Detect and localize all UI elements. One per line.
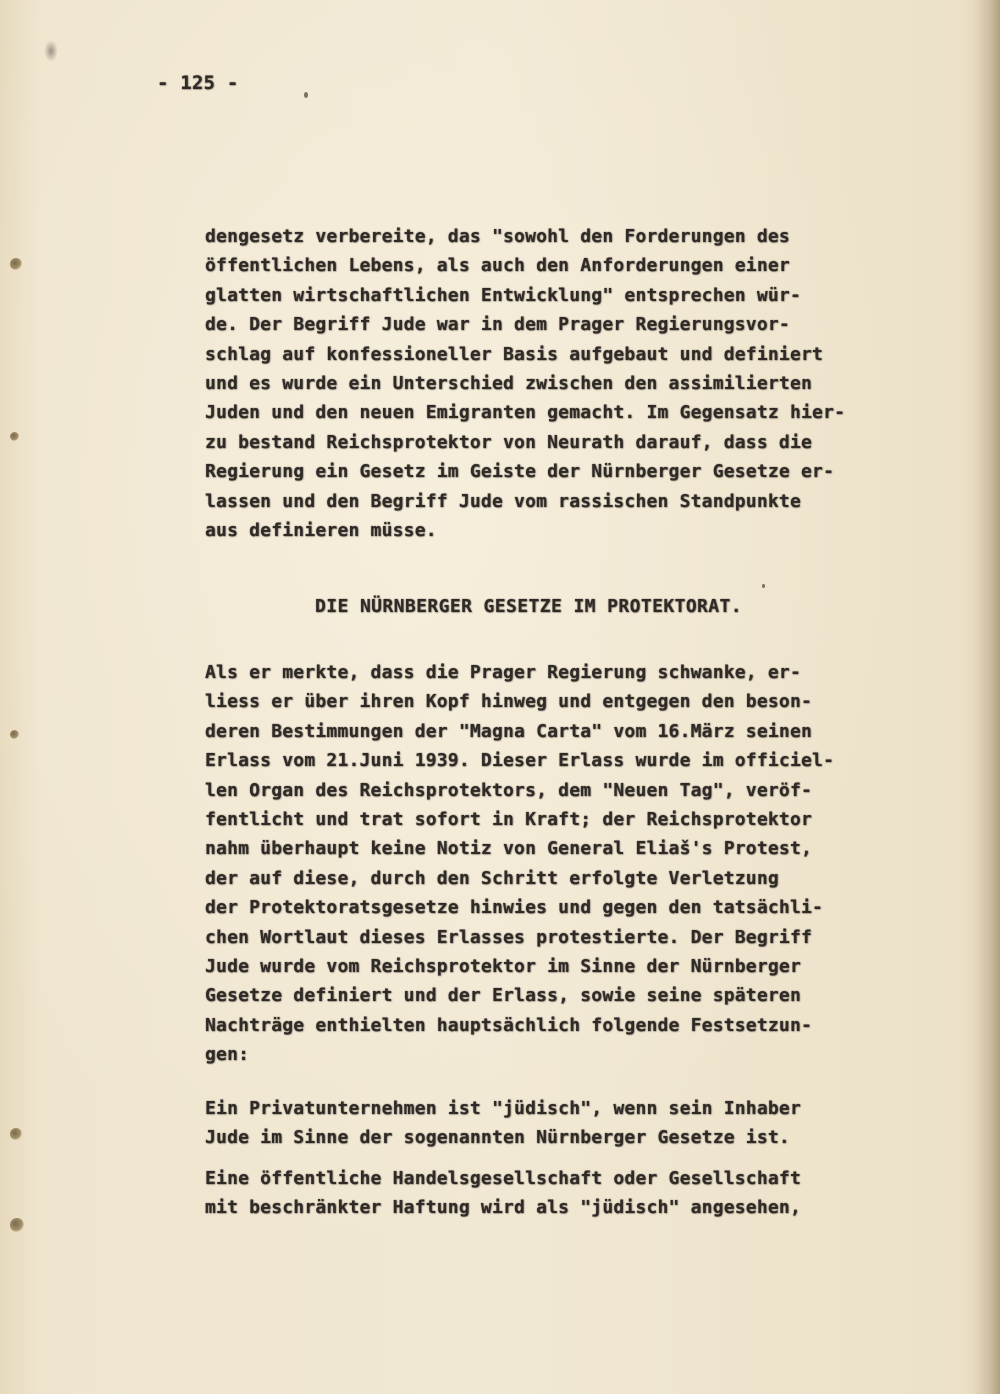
text-line: mit beschränkter Haftung wird als "jüdisch" angesehen, bbox=[205, 1197, 801, 1219]
text-line: Juden und den neuen Emigranten gemacht. Im Gegensatz hier- bbox=[205, 402, 846, 424]
text-line: nahm überhaupt keine Notiz von General Eliaš's Protest, bbox=[205, 838, 813, 860]
text-line: chen Wortlaut dieses Erlasses protestierte. Der Begriff bbox=[205, 926, 813, 948]
text-line: aus definieren müsse. bbox=[205, 520, 437, 542]
page-number: - 125 - bbox=[157, 72, 239, 94]
ink-speck bbox=[304, 92, 308, 98]
text-line: de. Der Begriff Jude war in dem Prager Regierungsvor- bbox=[205, 314, 790, 336]
text-line: Nachträge enthielten hauptsächlich folgende Festsetzun- bbox=[205, 1014, 813, 1036]
text-line: Als er merkte, dass die Prager Regierung schwanke, er- bbox=[205, 662, 801, 683]
text-line: gen: bbox=[205, 1044, 250, 1066]
text-line: Gesetze definiert und der Erlass, sowie seine späteren bbox=[205, 985, 801, 1007]
text-line: Ein Privatunternehmen ist "jüdisch", wenn sein Inhaber bbox=[205, 1098, 801, 1119]
text-line: glatten wirtschaftlichen Entwicklung" entsprechen wür- bbox=[205, 284, 801, 306]
staple-hole bbox=[10, 432, 19, 441]
text-line: der auf diese, durch den Schritt erfolgte Verletzung bbox=[205, 867, 779, 889]
text-line: Erlass vom 21.Juni 1939. Dieser Erlass wurde im officiel- bbox=[205, 750, 835, 772]
text-line: und es wurde ein Unterschied zwischen den assimilierten bbox=[205, 373, 813, 395]
text-line: deren Bestimmungen der "Magna Carta" vom 16.März seinen bbox=[205, 720, 813, 742]
text-line: zu bestand Reichsprotektor von Neurath darauf, dass die bbox=[205, 431, 813, 453]
section-heading: DIE NÜRNBERGER GESETZE IM PROTEKTORAT. bbox=[315, 596, 743, 617]
staple-hole bbox=[10, 258, 22, 270]
text-line: der Protektoratsgesetze hinwies und gegen den tatsächli- bbox=[205, 897, 824, 919]
text-line: schlag auf konfessioneller Basis aufgebaut und definiert bbox=[205, 343, 824, 365]
text-line: liess er über ihren Kopf hinweg und entgegen den beson- bbox=[205, 691, 813, 713]
paragraph-4 bbox=[205, 1164, 905, 1223]
ink-smudge bbox=[44, 40, 58, 62]
paragraph-1 bbox=[205, 222, 905, 545]
page-edge-shadow bbox=[974, 0, 1000, 1394]
ink-speck bbox=[762, 584, 765, 588]
paragraph-2 bbox=[205, 658, 905, 1070]
staple-hole bbox=[10, 730, 19, 739]
staple-hole bbox=[10, 1218, 24, 1232]
text-line: lassen und den Begriff Jude vom rassischen Standpunkte bbox=[205, 490, 801, 512]
text-line: öffentlichen Lebens, als auch den Anforderungen einer bbox=[205, 255, 790, 277]
text-line: len Organ des Reichsprotektors, dem "Neuen Tag", veröf- bbox=[205, 779, 813, 801]
text-line: Eine öffentliche Handelsgesellschaft oder Gesellschaft bbox=[205, 1168, 801, 1189]
text-line: fentlicht und trat sofort in Kraft; der Reichsprotektor bbox=[205, 809, 813, 831]
staple-hole bbox=[10, 1128, 22, 1140]
text-line: dengesetz verbereite, das "sowohl den Forderungen des bbox=[205, 226, 790, 247]
text-line: Jude im Sinne der sogenannten Nürnberger Gesetze ist. bbox=[205, 1127, 790, 1149]
text-line: Regierung ein Gesetz im Geiste der Nürnberger Gesetze er- bbox=[205, 461, 835, 483]
paragraph-3 bbox=[205, 1094, 905, 1153]
text-line: Jude wurde vom Reichsprotektor im Sinne der Nürnberger bbox=[205, 956, 801, 978]
